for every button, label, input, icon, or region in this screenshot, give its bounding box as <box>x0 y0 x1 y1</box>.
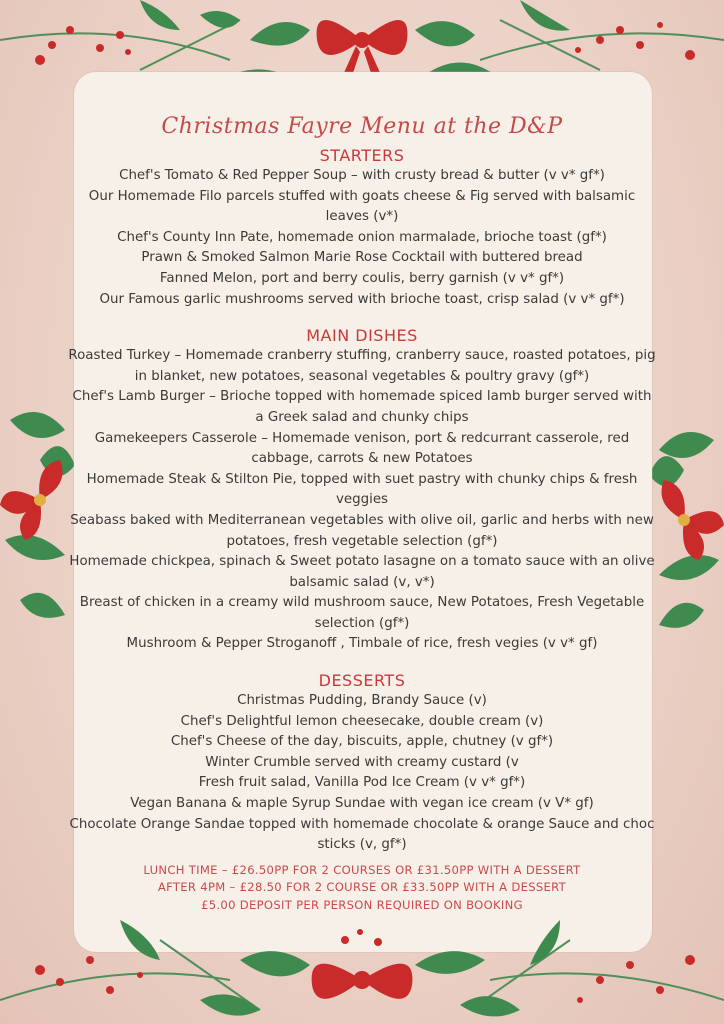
menu-item: Roasted Turkey – Homemade cranberry stuffing, cranberry sauce, roasted potatoes, pig in blanket, new potatoes, seasonal vegetables & poultry gravy (gf*) <box>68 348 656 384</box>
menu-item: Fanned Melon, port and berry coulis, berry garnish (v v* gf*) <box>159 270 565 286</box>
starters-section <box>64 146 660 310</box>
menu-item: Homemade Steak & Stilton Pie, topped with suet pastry with chunky chips & fresh veggies <box>86 471 638 508</box>
menu-item: Gamekeepers Casserole – Homemade venison, port & redcurrant casserole, red cabbage, carrots & new Potatoes <box>94 430 630 467</box>
menu-item: Vegan Banana & maple Syrup Sundae with vegan ice cream (v V* gf) <box>130 796 594 812</box>
section-spacer <box>64 655 660 671</box>
deposit-note: £5.00 DEPOSIT PER PERSON REQUIRED ON BOOKING <box>201 897 523 912</box>
menu-item: Our Famous garlic mushrooms served with brioche toast, crisp salad (v v* gf*) <box>99 291 625 307</box>
section-heading-desserts: DESSERTS <box>318 671 406 691</box>
price-line-lunch: LUNCH TIME – £26.50PP FOR 2 COURSES OR £31.50PP WITH A DESSERT <box>143 862 581 877</box>
mains-section <box>64 326 660 655</box>
menu-item: Chef's Lamb Burger – Brioche topped with homemade spiced lamb burger served with a Greek salad and chunky chips <box>72 389 652 425</box>
menu-item: Chef's County Inn Pate, homemade onion marmalade, brioche toast (gf*) <box>117 229 607 245</box>
menu-item: Seabass baked with Mediterranean vegetables with olive oil, garlic and herbs with new potatoes, fresh vegetable selection (gf*) <box>70 512 654 549</box>
menu-item: Chocolate Orange Sandae topped with homemade chocolate & orange Sauce and choc sticks (v, gf*) <box>69 816 655 853</box>
desserts-section <box>64 671 660 856</box>
menu-item: Chef's Tomato & Red Pepper Soup – with crusty bread & butter (v v* gf*) <box>119 168 605 183</box>
menu-item: Homemade chickpea, spinach & Sweet potato lasagne on a tomato sauce with an olive balsamic salad (v, v*) <box>69 554 655 590</box>
price-line-evening: AFTER 4PM – £28.50 FOR 2 COURSE OR £33.50PP WITH A DESSERT <box>157 880 567 895</box>
menu-item: Mushroom & Pepper Stroganoff , Timbale of rice, fresh vegies (v v* gf) <box>126 636 598 652</box>
menu-item: Christmas Pudding, Brandy Sauce (v) <box>237 693 487 709</box>
section-spacer <box>64 310 660 326</box>
menu-item: Winter Crumble served with creamy custard (v <box>205 754 519 770</box>
menu-item: Breast of chicken in a creamy wild mushroom sauce, New Potatoes, Fresh Vegetable selection (gf*) <box>79 595 645 631</box>
menu-item: Prawn & Smoked Salmon Marie Rose Cocktail with buttered bread <box>141 250 583 266</box>
menu-item: Chef's Cheese of the day, biscuits, apple, chutney (v gf*) <box>170 734 554 750</box>
menu-title: Christmas Fayre Menu at the D&P <box>161 114 563 139</box>
pricing-footer <box>64 862 660 915</box>
menu-item: Fresh fruit salad, Vanilla Pod Ice Cream (v v* gf*) <box>198 775 526 791</box>
menu-item: Chef's Delightful lemon cheesecake, double cream (v) <box>180 713 544 729</box>
menu-item: Our Homemade Filo parcels stuffed with goats cheese & Fig served with balsamic leaves (v*) <box>88 188 636 225</box>
section-heading-starters: STARTERS <box>319 146 405 165</box>
menu-content <box>64 112 660 914</box>
section-heading-mains: MAIN DISHES <box>306 326 418 346</box>
